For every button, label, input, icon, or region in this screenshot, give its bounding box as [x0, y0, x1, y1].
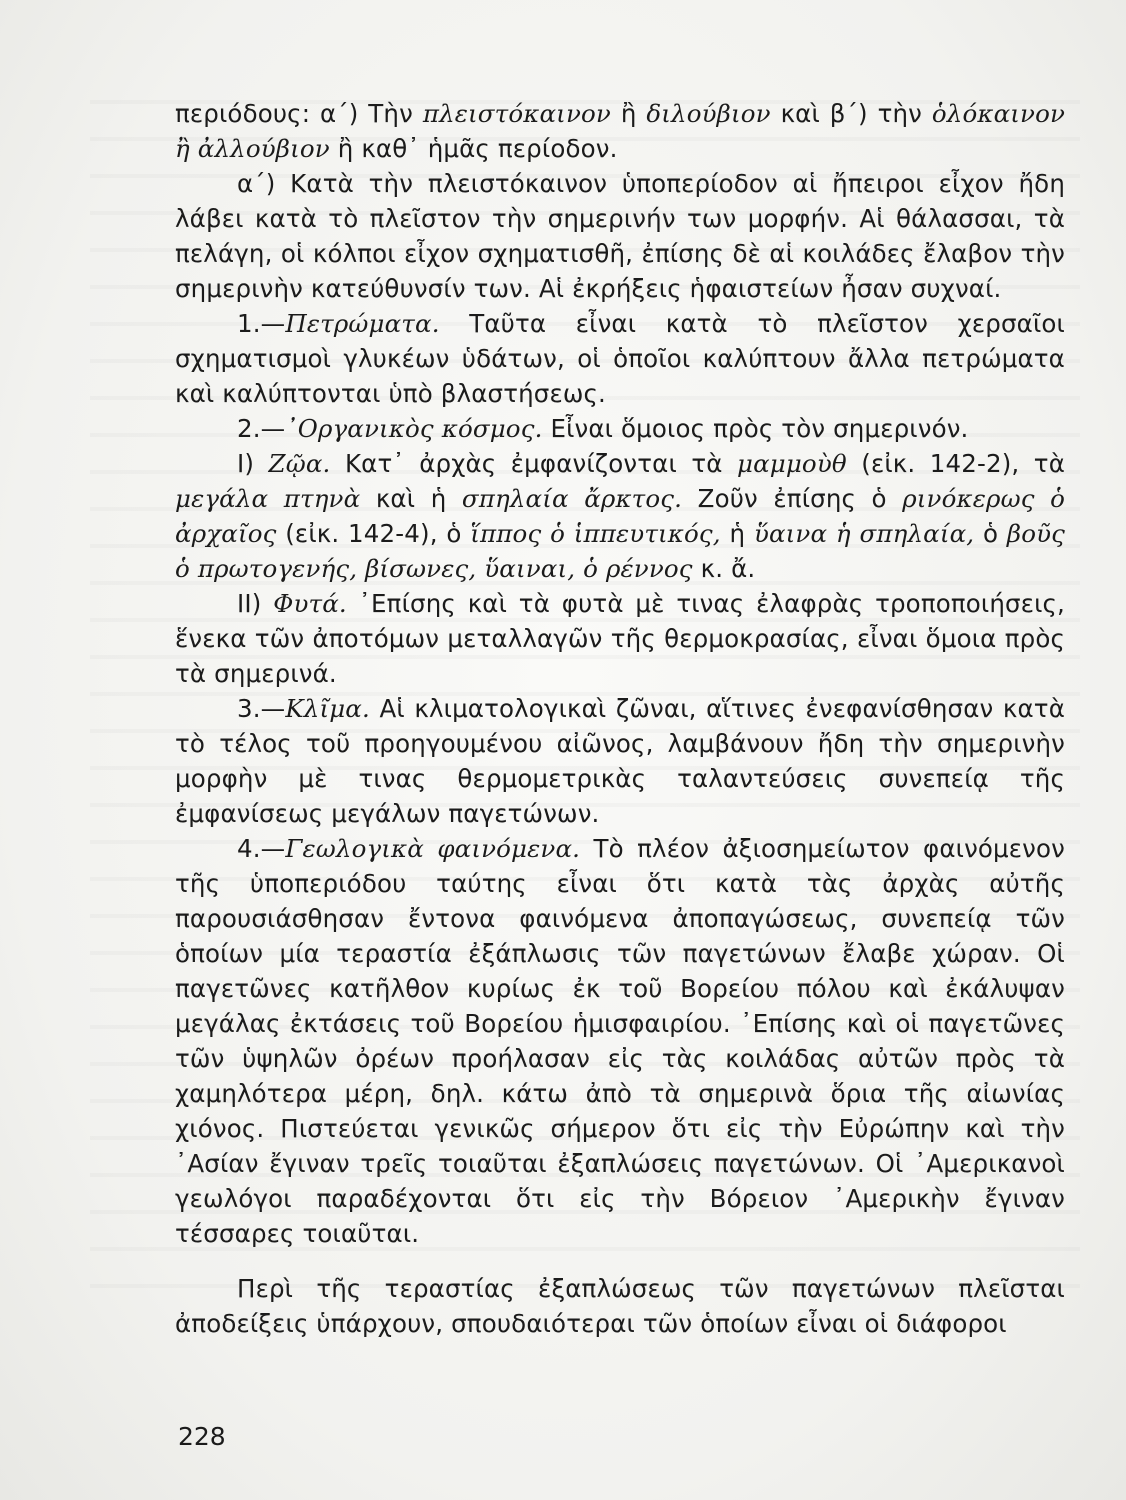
text-run: (εἰκ. 142-2), τὰ	[846, 449, 1065, 478]
italic-term: βοῦς ὁ πρωτογενής, βίσωνες, ὕαιναι, ὁ ρέννος	[175, 519, 1066, 583]
text-run: ὁ	[974, 519, 1007, 548]
italic-term: Ζῷα.	[268, 449, 331, 478]
italic-term: ὁλόκαινον ἢ ἀλλούβιον	[175, 99, 1066, 163]
italic-term: ρινόκερως ὁ ἀρχαῖος	[175, 484, 1066, 548]
text-run: 4.—	[237, 834, 286, 863]
text-run: Ταῦτα εἶναι κατὰ τὸ πλεῖστον χερσαῖοι σχηματισμοὶ γλυκέων ὑδάτων, οἱ ὁποῖοι καλύπτουν ἄλλα πετρώματα καὶ καλύπτονται ὑπὸ βλαστήσεως.	[175, 309, 1065, 408]
text-run: ᾽Επίσης καὶ τὰ φυτὰ μὲ τινας ἐλαφρὰς τροποποιήσεις, ἕνεκα τῶν ἀποτόμων μεταλλαγῶν τῆς θερμοκρασίας, εἶναι ὅμοια πρὸς τὰ σημερινά.	[175, 589, 1065, 688]
paragraph	[175, 586, 1065, 691]
text-run: Αἱ κλιματολογικαὶ ζῶναι, αἵτινες ἐνεφανίσθησαν κατὰ τὸ τέλος τοῦ προηγουμένου αἰῶνος, λαμβάνουν ἤδη τὴν σημερινὴν μορφὴν μὲ τινας θερμομετρικὰς ταλαντεύσεις συνεπείᾳ τῆς ἐμφανίσεως μεγάλων παγετώνων.	[175, 694, 1065, 828]
text-run: ἢ καθ᾽ ἡμᾶς περίοδον.	[329, 134, 618, 163]
paragraph	[175, 831, 1065, 1251]
paragraph	[175, 306, 1065, 411]
italic-term: Κλῖμα.	[285, 694, 370, 723]
page-number: 228	[178, 1422, 226, 1451]
italic-term: μαμμοὺθ	[737, 449, 847, 478]
italic-term: διλούβιον	[646, 99, 771, 128]
paragraph	[175, 1271, 1065, 1341]
text-run: ἡ	[720, 519, 754, 548]
italic-term: ἵππος ὁ ἱππευτικός,	[470, 519, 721, 548]
text-run: περιόδους: α΄) Τὴν	[175, 99, 423, 128]
paragraph	[175, 166, 1065, 306]
paragraph	[175, 96, 1065, 166]
italic-term: σπηλαία ἄρκτος.	[461, 484, 683, 513]
text-run: Ι)	[237, 449, 269, 478]
text-run: 3.—	[237, 694, 286, 723]
text-run: 2.—	[237, 414, 286, 443]
paragraph	[175, 446, 1065, 586]
text-run: Κατ᾽ ἀρχὰς ἐμφανίζονται τὰ	[330, 449, 738, 478]
italic-term: ὕαινα ἡ σπηλαία,	[753, 519, 975, 548]
italic-term: μεγάλα πτηνὰ	[175, 484, 361, 513]
text-run: καὶ β΄) τὴν	[770, 99, 932, 128]
text-run: Τὸ πλέον ἀξιοσημείωτον φαινόμενον τῆς ὑποπεριόδου ταύτης εἶναι ὅτι κατὰ τὰς ἀρχὰς αὐτῆς παρουσιάσθησαν ἔντονα φαινόμενα ἀποπαγώσεως, συνεπείᾳ τῶν ὁποίων μία τεραστία ἐξάπλωσις τῶν παγετώνων ἔλαβε χώραν. Οἱ παγετῶνες κατῆλθον κυρίως ἐκ τοῦ Βορείου πόλου καὶ ἐκάλυψαν μεγάλας ἐκτάσεις τοῦ Βορείου ἡμισφαιρίου. ᾽Επίσης καὶ οἱ παγετῶνες τῶν ὑψηλῶν ὀρέων προήλασαν εἰς τὰς κοιλάδας αὐτῶν πρὸς τὰ χαμηλότερα μέρη, δηλ. κάτω ἀπὸ τὰ σημερινὰ ὅρια τῆς αἰωνίας χιόνος. Πιστεύεται γενικῶς σήμερον ὅτι εἰς τὴν Εὐρώπην καὶ τὴν ᾽Ασίαν ἔγιναν τρεῖς τοιαῦται ἐξαπλώσεις παγετώνων. Οἱ ᾽Αμερικανοὶ γεωλόγοι παραδέχονται ὅτι εἰς τὴν Βόρειον ᾽Αμερικὴν ἔγιναν τέσσαρες τοιαῦται.	[175, 834, 1065, 1248]
italic-term: πλειστόκαινον	[422, 99, 611, 128]
text-run: Περὶ τῆς τεραστίας ἐξαπλώσεως τῶν παγετώνων πλεῖσται ἀποδείξεις ὑπάρχουν, σπουδαιότεραι τῶν ὁποίων εἶναι οἱ διάφοροι	[175, 1274, 1065, 1338]
text-run: Εἶναι ὅμοιος πρὸς τὸν σημερινόν.	[542, 414, 969, 443]
text-run: α΄) Κατὰ τὴν πλειστόκαινον ὑποπερίοδον αἱ ἤπειροι εἶχον ἤδη λάβει κατὰ τὸ πλεῖστον τὴν σημερινήν των μορφήν. Αἱ θάλασσαι, τὰ πελάγη, οἱ κόλποι εἶχον σχηματισθῆ, ἐπίσης δὲ αἱ κοιλάδες ἔλαβον τὴν σημερινὴν κατεύθυνσίν των. Αἱ ἐκρήξεις ἡφαιστείων ἦσαν συχναί.	[175, 169, 1065, 303]
italic-term: ᾽Οργανικὸς κόσμος.	[285, 414, 543, 443]
text-run: ΙΙ)	[237, 589, 274, 618]
text-run: ἢ	[610, 99, 647, 128]
body-text	[175, 96, 1065, 1341]
text-run: (εἰκ. 142-4), ὁ	[276, 519, 471, 548]
paragraph	[175, 691, 1065, 831]
italic-term: Πετρώματα.	[285, 309, 440, 338]
text-run: καὶ ἡ	[360, 484, 462, 513]
text-run: 1.—	[237, 309, 286, 338]
italic-term: Γεωλογικὰ φαινόμενα.	[285, 834, 581, 863]
text-run: κ. ἄ.	[692, 554, 756, 583]
paragraph	[175, 411, 1065, 446]
italic-term: Φυτά.	[273, 589, 347, 618]
text-run: Ζοῦν ἐπίσης ὁ	[682, 484, 903, 513]
